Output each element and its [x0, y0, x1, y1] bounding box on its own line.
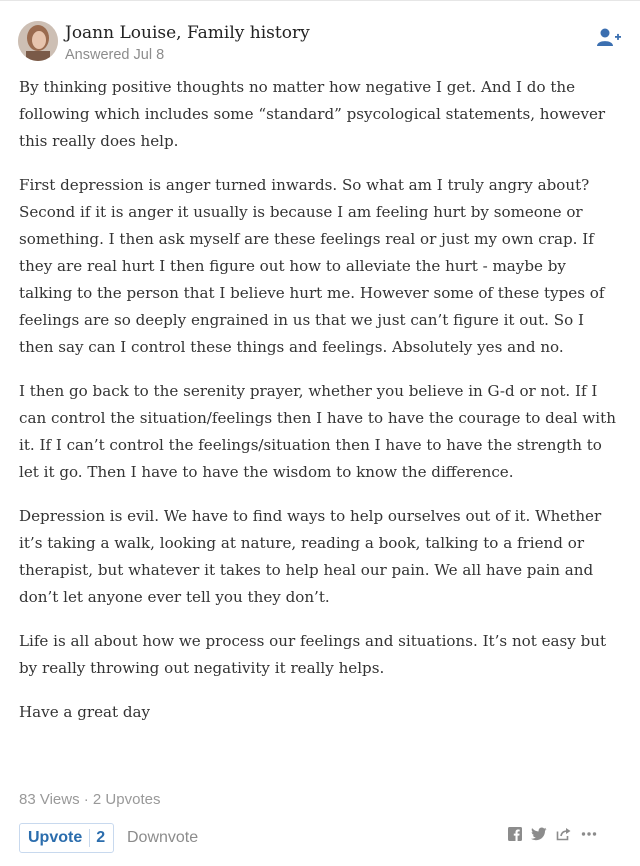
downvote-button[interactable]: Downvote: [127, 829, 199, 846]
twitter-share-button[interactable]: [531, 827, 547, 841]
answer-paragraph: I then go back to the serenity prayer, whether you believe in G-d or not. If I can control the situation/feelings then I have to have the courage to deal with it. If I can’t control the feelings/situation then I have to have the strength to let it go. Then I have to have the wisdom to know the difference.: [19, 382, 616, 481]
more-options-button[interactable]: [581, 827, 597, 841]
avatar-photo: [18, 21, 58, 61]
facebook-icon: [508, 827, 522, 841]
answer-header: [18, 21, 622, 65]
add-user-icon: [596, 27, 622, 49]
answered-date: Answered Jul 8: [65, 47, 165, 63]
follow-user-button[interactable]: [596, 27, 622, 49]
more-icon: [581, 827, 597, 841]
upvote-button[interactable]: [19, 823, 114, 853]
answer-paragraph: Have a great day: [19, 703, 151, 721]
answer-stats[interactable]: 83 Views · 2 Upvotes: [19, 791, 161, 808]
action-bar: [19, 823, 621, 855]
answer-body: [19, 74, 619, 743]
answer-paragraph: First depression is anger turned inwards. So what am I truly angry about? Second if it is anger it usually is because I am feeling hurt by someone or something. I then ask myself are these feelings real or just my own crap. If they are real hurt I then figure out how to alleviate the hurt - maybe by talking to the person that I believe hurt me. However some of these types of feelings are so deeply engrained in us that we just can’t figure it out. So I then say can I control these things and feelings. Absolutely yes and no.: [19, 176, 605, 356]
answer-paragraph: By thinking positive thoughts no matter how negative I get. And I do the following which includes some “standard” psycological statements, however this really does help.: [19, 78, 606, 150]
twitter-icon: [531, 827, 547, 841]
share-icon: [556, 827, 572, 841]
answer-paragraph: Depression is evil. We have to find ways to help ourselves out of it. Whether it’s taking a walk, looking at nature, reading a book, talking to a friend or therapist, but whatever it takes to help heal our pain. We all have pain and don’t let anyone ever tell you they don’t.: [19, 507, 602, 606]
author-name[interactable]: Joann Louise, Family history: [65, 23, 310, 43]
share-button[interactable]: [556, 827, 572, 841]
upvote-label: Upvote: [28, 829, 83, 846]
share-icons: [508, 827, 597, 841]
upvote-divider: [89, 829, 90, 847]
facebook-share-button[interactable]: [508, 827, 522, 841]
answer-paragraph: Life is all about how we process our feelings and situations. It’s not easy but by really throwing out negativity it really helps.: [19, 632, 607, 677]
upvote-count: 2: [96, 829, 106, 846]
avatar[interactable]: [18, 21, 58, 61]
